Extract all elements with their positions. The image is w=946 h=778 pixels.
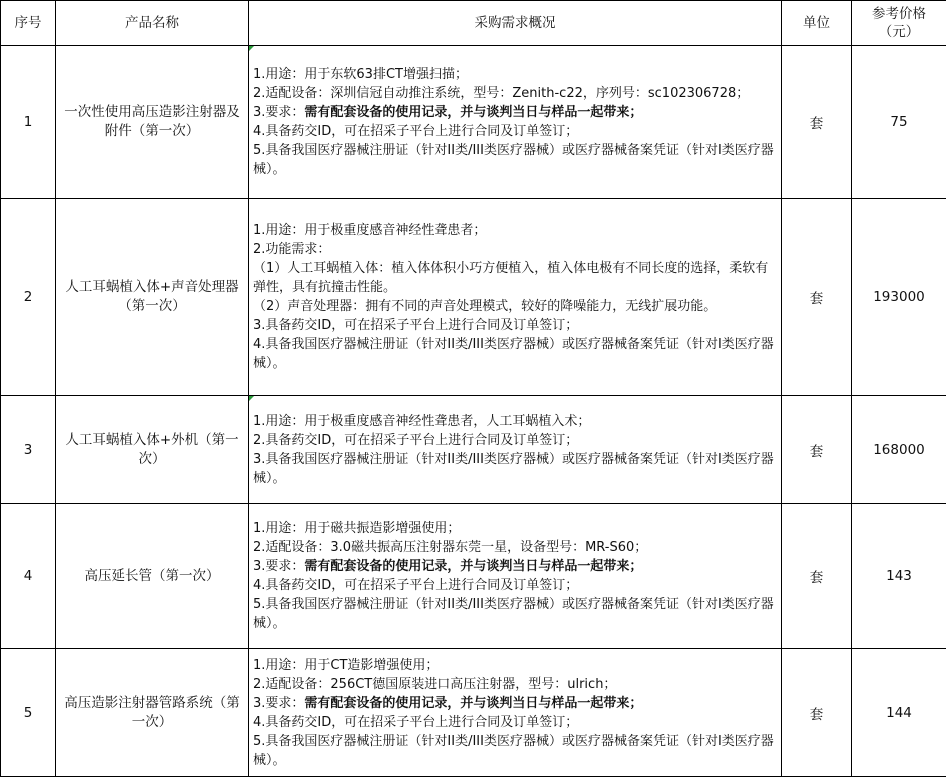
product-name: 高压延长管（第一次）: [56, 504, 249, 649]
req-label: 3.要求：: [253, 105, 305, 120]
reference-price: 168000: [852, 396, 946, 504]
reference-price: 75: [852, 46, 946, 199]
req-line: [253, 557, 778, 576]
req-line: 1.用途：用于极重度感音神经性聋患者；: [253, 223, 487, 238]
req-emphasis: 需有配套设备的使用记录，并与谈判当日与样品一起带来；: [304, 105, 643, 120]
header-row: [1, 1, 946, 46]
req-line: 5.具备我国医疗器械注册证（针对II类/III类医疗器械）或医疗器械备案凭证（针对I类医疗器械）。: [253, 733, 774, 768]
row-index: 2: [1, 199, 56, 396]
product-name: 一次性使用高压造影注射器及附件（第一次）: [56, 46, 249, 199]
requirements-cell: [249, 396, 782, 504]
requirements-cell: [249, 649, 782, 777]
product-name: 高压造影注射器管路系统（第一次）: [56, 649, 249, 777]
req-line: 4.具备我国医疗器械注册证（针对II类/III类医疗器械）或医疗器械备案凭证（针对I类医疗器械）。: [253, 337, 774, 371]
row-index: 5: [1, 649, 56, 777]
req-emphasis: 需有配套设备的使用记录，并与谈判当日与样品一起带来；: [304, 695, 643, 711]
req-line: 1.用途：用于CT造影增强使用；: [253, 657, 439, 673]
req-line: 2.功能需求：: [253, 242, 331, 257]
table-row: [1, 46, 946, 199]
row-index: 4: [1, 504, 56, 649]
header-unit: 单位: [782, 1, 852, 46]
req-line: 3.具备我国医疗器械注册证（针对II类/III类医疗器械）或医疗器械备案凭证（针对I类医疗器械）。: [253, 451, 774, 486]
req-line: 5.具备我国医疗器械注册证（针对II类/III类医疗器械）或医疗器械备案凭证（针对I类医疗器械）。: [253, 143, 774, 177]
req-line: 3.具备药交ID，可在招采子平台上进行合同及订单签订；: [253, 318, 579, 333]
req-line: （2）声音处理器：拥有不同的声音处理模式，较好的降噪能力，无线扩展功能。: [253, 299, 717, 314]
req-line: 4.具备药交ID，可在招采子平台上进行合同及订单签订；: [253, 124, 579, 139]
req-line: 1.用途：用于东软63排CT增强扫描；: [253, 67, 468, 82]
req-line: 4.具备药交ID，可在招采子平台上进行合同及订单签订；: [253, 578, 579, 593]
req-line: [253, 694, 778, 713]
req-line: 2.适配设备：深圳信冠自动推注系统，型号：Zenith-c22，序列号：sc102306728；: [253, 86, 750, 101]
reference-price: 143: [852, 504, 946, 649]
req-line: （1）人工耳蜗植入体：植入体体积小巧方便植入，植入体电极有不同长度的选择，柔软有弹性，具有抗撞击性能。: [253, 261, 769, 295]
req-line: 2.适配设备：3.0磁共振高压注射器东莞一星，设备型号：MR-S60；: [253, 540, 648, 555]
req-label: 3.要求：: [253, 559, 305, 574]
req-line: [253, 103, 778, 122]
unit: 套: [782, 504, 852, 649]
req-line: 1.用途：用于极重度感音神经性聋患者，人工耳蜗植入术；: [253, 413, 591, 429]
unit: 套: [782, 649, 852, 777]
product-name: 人工耳蜗植入体+声音处理器（第一次）: [56, 199, 249, 396]
header-requirements: 采购需求概况: [249, 1, 782, 46]
cell-comment-marker: [249, 396, 254, 401]
table-row: [1, 504, 946, 649]
header-price-line2: （元）: [878, 24, 920, 40]
table-row: [1, 396, 946, 504]
reference-price: 193000: [852, 199, 946, 396]
requirements-cell: [249, 46, 782, 199]
table-row: [1, 649, 946, 777]
header-index: 序号: [1, 1, 56, 46]
reference-price: 144: [852, 649, 946, 777]
req-line: 4.具备药交ID，可在招采子平台上进行合同及订单签订；: [253, 714, 579, 730]
req-emphasis: 需有配套设备的使用记录，并与谈判当日与样品一起带来；: [304, 559, 643, 574]
table-row: [1, 199, 946, 396]
header-price-line1: 参考价格: [872, 6, 926, 22]
cell-comment-marker: [249, 46, 254, 51]
product-name: 人工耳蜗植入体+外机（第一次）: [56, 396, 249, 504]
req-label: 3.要求：: [253, 695, 305, 711]
req-line: 2.具备药交ID，可在招采子平台上进行合同及订单签订；: [253, 432, 579, 448]
unit: 套: [782, 199, 852, 396]
unit: 套: [782, 46, 852, 199]
requirements-cell: [249, 199, 782, 396]
req-line: 2.适配设备：256CT德国原装进口高压注射器，型号：ulrich；: [253, 676, 617, 692]
req-line: 1.用途：用于磁共振造影增强使用；: [253, 521, 461, 536]
header-product-name: 产品名称: [56, 1, 249, 46]
req-line: 5.具备我国医疗器械注册证（针对II类/III类医疗器械）或医疗器械备案凭证（针对I类医疗器械）。: [253, 597, 774, 631]
requirements-cell: [249, 504, 782, 649]
header-price: [852, 1, 946, 46]
unit: 套: [782, 396, 852, 504]
row-index: 1: [1, 46, 56, 199]
row-index: 3: [1, 396, 56, 504]
